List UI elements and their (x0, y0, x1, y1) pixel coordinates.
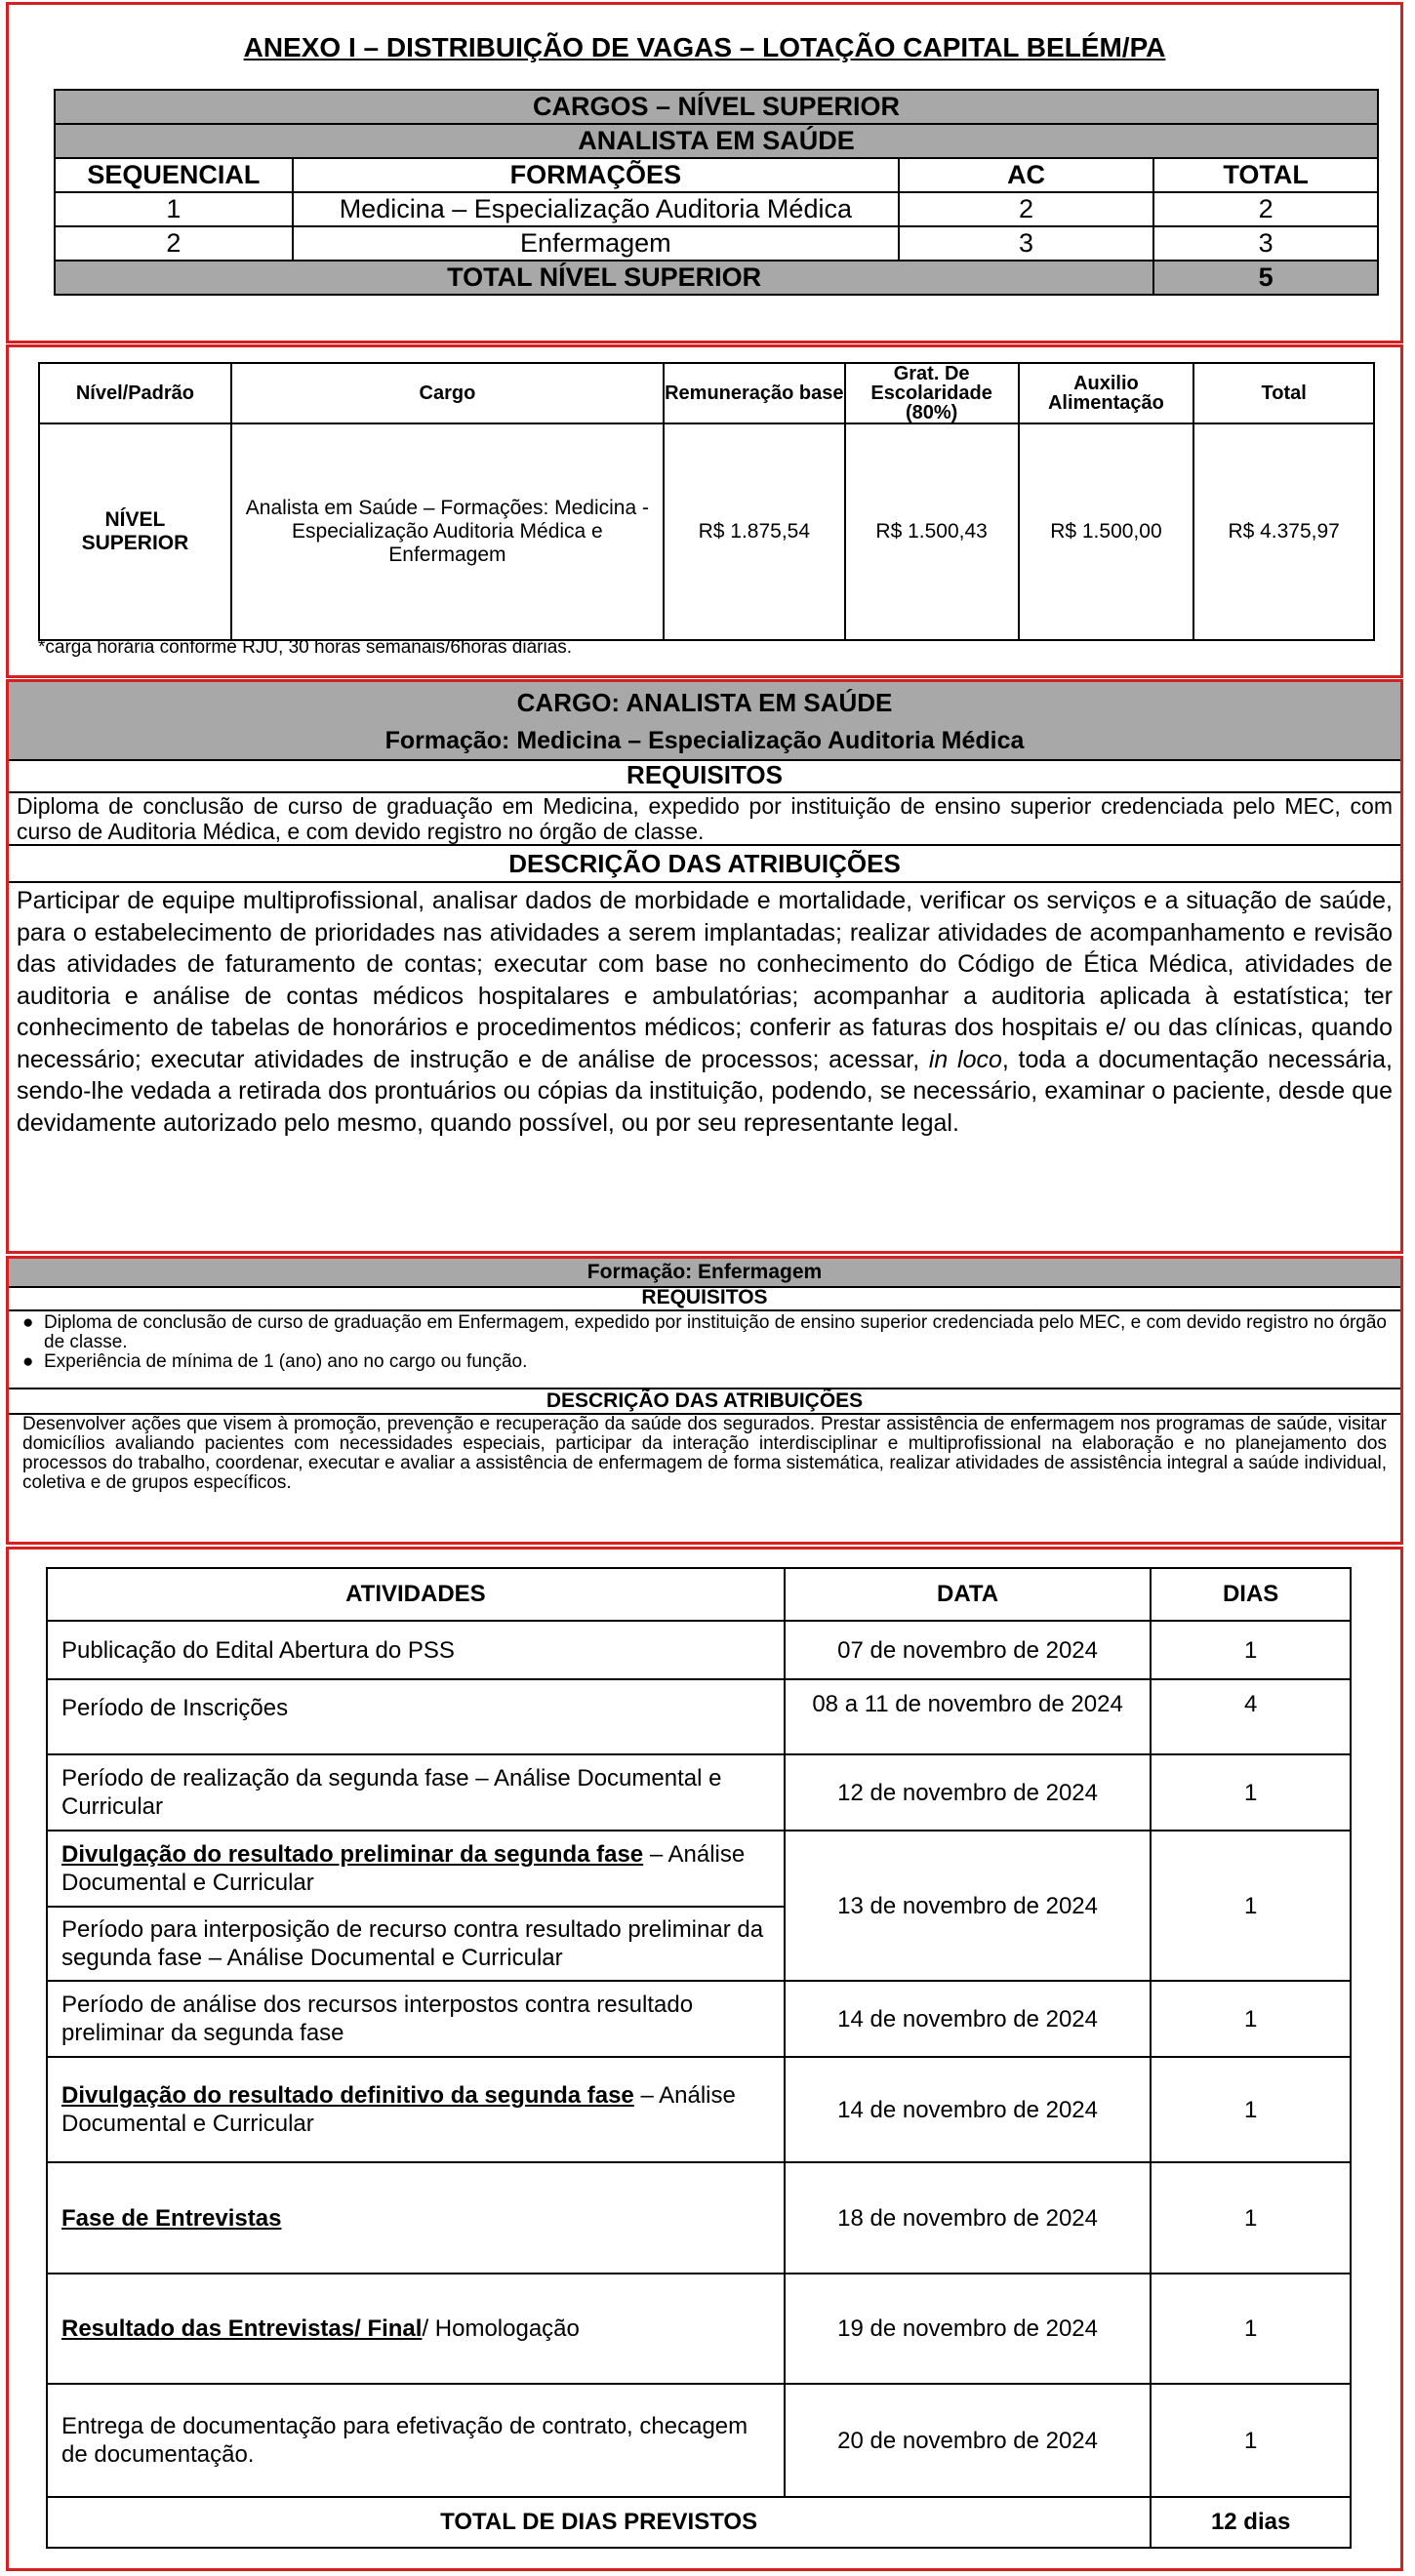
col-dias: DIAS (1151, 1568, 1351, 1621)
cell-data: 14 de novembro de 2024 (785, 1981, 1151, 2057)
cell-data: 07 de novembro de 2024 (785, 1621, 1151, 1679)
cell-atividade (47, 1831, 785, 1907)
cell-dias: 1 (1151, 2162, 1351, 2274)
cell-total: 3 (1153, 226, 1378, 261)
cell-grat: R$ 1.500,43 (845, 423, 1019, 640)
descricao-heading: DESCRIÇÃO DAS ATRIBUIÇÕES (9, 1388, 1400, 1415)
cell-atividade (47, 2057, 785, 2162)
cell-dias: 1 (1151, 1621, 1351, 1679)
cell-dias: 1 (1151, 1981, 1351, 2057)
cell-aux: R$ 1.500,00 (1019, 423, 1194, 640)
cell-dias: 1 (1151, 2384, 1351, 2497)
col-remuneracao-base: Remuneração base (664, 363, 845, 423)
total-nivel-superior-value: 5 (1153, 261, 1378, 295)
vagas-table (54, 89, 1379, 296)
col-sequencial: SEQUENCIAL (55, 158, 293, 192)
col-formacoes: FORMAÇÕES (293, 158, 899, 192)
atividade-bold: Fase de Entrevistas (61, 2204, 282, 2232)
cell-data: 19 de novembro de 2024 (785, 2274, 1151, 2384)
requisito-text: Experiência de mínima de 1 (ano) ano no cargo ou função. (44, 1351, 528, 1372)
table-row (47, 2162, 1351, 2274)
atividade-bold: Divulgação do resultado definitivo da segunda fase (61, 2082, 634, 2109)
col-auxilio: Auxilio Alimentação (1019, 363, 1194, 423)
cell-dias: 4 (1151, 1679, 1351, 1754)
list-item (22, 1312, 1387, 1352)
requisitos-heading: REQUISITOS (9, 759, 1400, 793)
descricao-text-part: , toda a documentação necessária, sendo-lhe vedada a retirada dos prontuários ou cópias da instituição, podendo, se necessário, examinar o paciente, desde que devidamente autorizado pelo mesmo, quando possível, ou por seu representante legal. (17, 1045, 1394, 1137)
cell-atividade: Entrega de documentação para efetivação de contrato, checagem de documentação. (47, 2384, 785, 2497)
requisitos-list (22, 1313, 1387, 1372)
table-row (47, 2384, 1351, 2497)
cell-total: R$ 4.375,97 (1193, 423, 1374, 640)
enfermagem-section (6, 1256, 1403, 1545)
carga-horaria-note: *carga horária conforme RJU, 30 horas semanais/6horas diárias. (38, 637, 573, 658)
cell-atividade: Período para interposição de recurso contra resultado preliminar da segunda fase – Análise Documental e Curricular (47, 1907, 785, 1981)
atividade-text: – Análise Documental e Curricular (61, 1841, 746, 1896)
cell-atividade (47, 2274, 785, 2384)
cell-formacao: Enfermagem (293, 226, 899, 261)
descricao-text: Desenvolver ações que visem à promoção, prevenção e recuperação da saúde dos segurados. Prestar assistência de enfermagem nos programas de saúde, visitar domicílios avaliando pacientes com necessidades especiais, participar da interação interdisciplinar e multiprofissional na elaboração e no planejamento dos processos do trabalho, coordenar, executar e avaliar a assistência de enfermagem de forma sistemática, realizar atividades de assistência integral a saúde individual, coletiva e de grupos específicos. (22, 1414, 1387, 1493)
total-dias-value: 12 dias (1151, 2497, 1351, 2548)
formacao-heading: Formação: Medicina – Especialização Auditoria Médica (9, 723, 1400, 761)
bullet-icon: ● (22, 1351, 34, 1372)
requisitos-text: Diploma de conclusão de curso de graduação em Medicina, expedido por instituição de ensino superior credenciada pelo MEC, com curso de Auditoria Médica, e com devido registro no órgão de classe. (17, 793, 1393, 844)
cell-data: 18 de novembro de 2024 (785, 2162, 1151, 2274)
cell-atividade (47, 2162, 785, 2274)
col-cargo: Cargo (231, 363, 664, 423)
col-nivel: Nível/Padrão (39, 363, 231, 423)
cell-seq: 2 (55, 226, 293, 261)
col-gratificacao: Grat. De Escolaridade (80%) (845, 363, 1019, 423)
cell-data: 20 de novembro de 2024 (785, 2384, 1151, 2497)
vagas-header-level: CARGOS – NÍVEL SUPERIOR (55, 90, 1378, 124)
cell-data: 13 de novembro de 2024 (785, 1831, 1151, 1981)
list-item (22, 1351, 1387, 1372)
descricao-text (17, 885, 1393, 1139)
table-row (47, 1621, 1351, 1679)
cell-atividade: Período de realização da segunda fase – Análise Documental e Curricular (47, 1754, 785, 1831)
col-data: DATA (785, 1568, 1151, 1621)
cell-total: 2 (1153, 192, 1378, 226)
cell-data: 12 de novembro de 2024 (785, 1754, 1151, 1831)
atividade-text: – Análise Documental e Curricular (61, 2082, 736, 2137)
table-row (47, 2057, 1351, 2162)
remuneracao-section (6, 344, 1403, 678)
cell-ac: 2 (899, 192, 1153, 226)
cell-cargo: Analista em Saúde – Formações: Medicina - Especialização Auditoria Médica e Enfermagem (231, 423, 664, 640)
requisitos-heading: REQUISITOS (9, 1286, 1400, 1311)
vagas-header-cargo: ANALISTA EM SAÚDE (55, 124, 1378, 158)
cell-data: 14 de novembro de 2024 (785, 2057, 1151, 2162)
table-row (47, 1754, 1351, 1831)
col-total: Total (1193, 363, 1374, 423)
col-atividades: ATIVIDADES (47, 1568, 785, 1621)
cell-ac: 3 (899, 226, 1153, 261)
annex-title: ANEXO I – DISTRIBUIÇÃO DE VAGAS – LOTAÇÃO CAPITAL BELÉM/PA (243, 32, 1166, 62)
table-row (47, 2274, 1351, 2384)
bullet-icon: ● (22, 1312, 34, 1333)
cell-formacao: Medicina – Especialização Auditoria Médica (293, 192, 899, 226)
total-dias-label: TOTAL DE DIAS PREVISTOS (47, 2497, 1151, 2548)
cargo-heading: CARGO: ANALISTA EM SAÚDE (9, 682, 1400, 725)
cell-nivel: NÍVEL SUPERIOR (39, 423, 231, 640)
table-row (55, 192, 1378, 226)
formacao-heading: Formação: Enfermagem (9, 1259, 1400, 1288)
descricao-text-part: Participar de equipe multiprofissional, analisar dados de morbidade e mortalidade, verificar os serviços e a situação de saúde, para o estabelecimento de prioridades nas atividades a serem implantadas; realizar atividades de acompanhamento e revisão das atividades de faturamento de contas; executar com base no conhecimento do Código de Ética Médica, atividades de auditoria e análise de contas médicos hospitalares e ambulatórias; acompanhar a auditoria aplicada à estatística; ter conhecimento de tabelas de honorários e procedimentos médicos; conferir as faturas dos hospitais e/ ou das clínicas, quando necessário; executar atividades de instrução e de análise de processos; acessar, (17, 887, 1393, 1073)
atividade-text: / Homologação (422, 2315, 580, 2342)
medicina-section (6, 679, 1403, 1254)
cronograma-table (46, 1567, 1352, 2549)
table-row (47, 1981, 1351, 2057)
cell-data: 08 a 11 de novembro de 2024 (785, 1679, 1151, 1754)
table-row (47, 1679, 1351, 1754)
cell-dias: 1 (1151, 1831, 1351, 1981)
atividade-bold: Divulgação do resultado preliminar da segunda fase (61, 1841, 644, 1868)
cell-base: R$ 1.875,54 (664, 423, 845, 640)
col-total: TOTAL (1153, 158, 1378, 192)
cell-atividade: Publicação do Edital Abertura do PSS (47, 1621, 785, 1679)
remuneracao-table (38, 362, 1375, 641)
cell-atividade: Período de Inscrições (47, 1679, 785, 1754)
table-row (47, 1831, 1351, 1907)
col-ac: AC (899, 158, 1153, 192)
total-nivel-superior-label: TOTAL NÍVEL SUPERIOR (55, 261, 1153, 295)
cronograma-section (6, 1547, 1403, 2571)
cell-dias: 1 (1151, 1754, 1351, 1831)
table-row (39, 423, 1374, 640)
cell-dias: 1 (1151, 2274, 1351, 2384)
descricao-in-loco: in loco (928, 1045, 1002, 1073)
vagas-section (6, 2, 1403, 343)
cell-atividade: Período de análise dos recursos interpostos contra resultado preliminar da segunda fase (47, 1981, 785, 2057)
atividade-bold: Resultado das Entrevistas/ Final (61, 2315, 423, 2342)
table-row (55, 226, 1378, 261)
requisito-text: Diploma de conclusão de curso de graduação em Enfermagem, expedido por instituição de ensino superior credenciada pelo MEC, e com devido registro no órgão de classe. (44, 1312, 1387, 1352)
cell-seq: 1 (55, 192, 293, 226)
descricao-heading: DESCRIÇÃO DAS ATRIBUIÇÕES (9, 844, 1400, 883)
cell-dias: 1 (1151, 2057, 1351, 2162)
